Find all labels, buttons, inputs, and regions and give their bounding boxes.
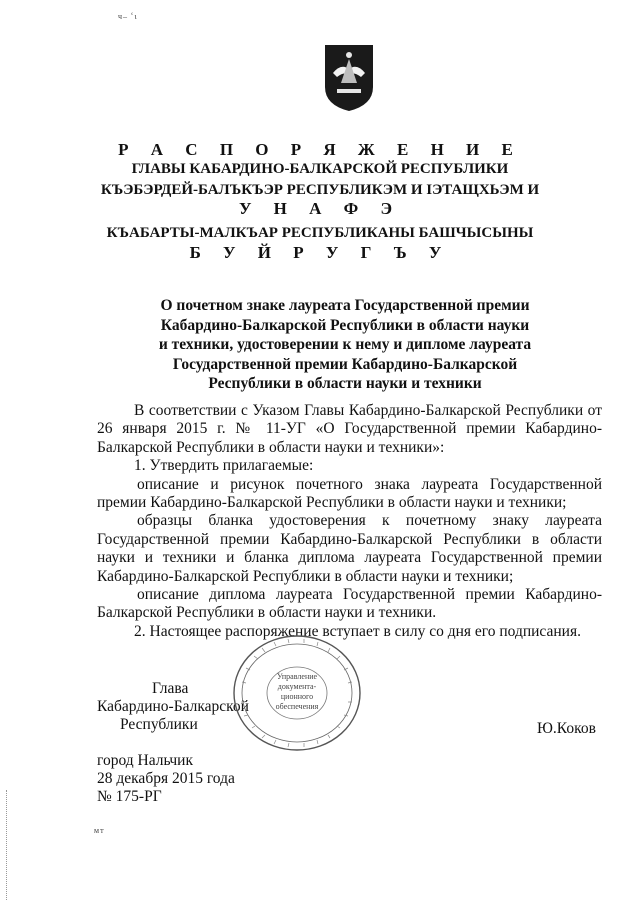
item-1c: описание диплома лауреата Государственной премии Кабардино-Балкарской Республики в области науки и техники. [97, 586, 602, 622]
title-line-1: О почетном знаке лауреата Государственной премии [160, 297, 530, 314]
scan-mark-top: ч– ՙɩ [118, 12, 138, 21]
head-kab: КЪЭБЭРДЕЙ-БАЛЪКЪЭР РЕСПУБЛИКЭМ И ІЭТАЩХЬЭМ И [100, 182, 540, 198]
order-word-kab: У Н А Ф Э [238, 199, 402, 218]
footer-date: 28 декабря 2015 года [97, 770, 235, 787]
title-line-3: и техники, удостоверении к нему и дипломе лауреата [158, 336, 532, 354]
signature-position-line-3: Республики [120, 716, 198, 733]
title-line-4: Государственной премии Кабардино-Балкарской [172, 355, 518, 373]
margin-punch-marks [6, 790, 9, 900]
scan-mark-bottom: мт [94, 826, 105, 835]
item-1: 1. Утвердить прилагаемые: [134, 457, 314, 475]
head-ru: ГЛАВЫ КАБАРДИНО-БАЛКАРСКОЙ РЕСПУБЛИКИ [131, 161, 509, 177]
order-word-ru: Р А С П О Р Я Ж Е Н И Е [118, 140, 522, 159]
item-1b: образцы бланка удостоверения к почетному знаку лауреата Государственной премии Кабардино-Балкарской Республики в области науки и техники и бланка диплома лауреата Государственной премии Кабардино-Балкарской Республики в области науки и техники; [97, 512, 602, 585]
signature-name: Ю.Коков [537, 720, 596, 737]
document-title [140, 296, 550, 394]
stamp-center-line-3: ционного [280, 692, 314, 701]
footer-number: № 175-РГ [97, 788, 162, 805]
order-word-bal: Б У Й Р У Г Ъ У [189, 243, 451, 262]
preamble: В соответствии с Указом Главы Кабардино-Балкарской Республики от 26 января 2015 г. № 11-УГ «О Государственной премии Кабардино-Балкарской Республики в области науки и техники»: [97, 402, 602, 456]
coat-of-arms-emblem-icon [323, 43, 375, 113]
title-line-5: Республики в области науки и техники [208, 375, 482, 393]
item-2: 2. Настоящее распоряжение вступает в силу со дня его подписания. [134, 622, 581, 640]
stamp-center-line-2: документа- [277, 682, 317, 691]
signature-position-line-2: Кабардино-Балкарской [97, 698, 249, 715]
head-bal: КЪАБАРТЫ-МАЛКЪАР РЕСПУБЛИКАНЫ БАШЧЫСЫНЫ [106, 225, 534, 241]
item-1a: описание и рисунок почетного знака лауреата Государственной премии Кабардино-Балкарской Республики в области науки и техники; [97, 475, 602, 512]
stamp-center-line-1: Управление [276, 672, 318, 681]
document-body [97, 402, 602, 641]
title-line-2: Кабардино-Балкарской Республики в области науки [160, 316, 530, 334]
footer-city: город Нальчик [97, 752, 193, 769]
stamp-center-line-4: обеспечения [275, 702, 319, 711]
official-stamp-icon [232, 634, 362, 752]
signature-position-line-1: Глава [152, 680, 189, 697]
